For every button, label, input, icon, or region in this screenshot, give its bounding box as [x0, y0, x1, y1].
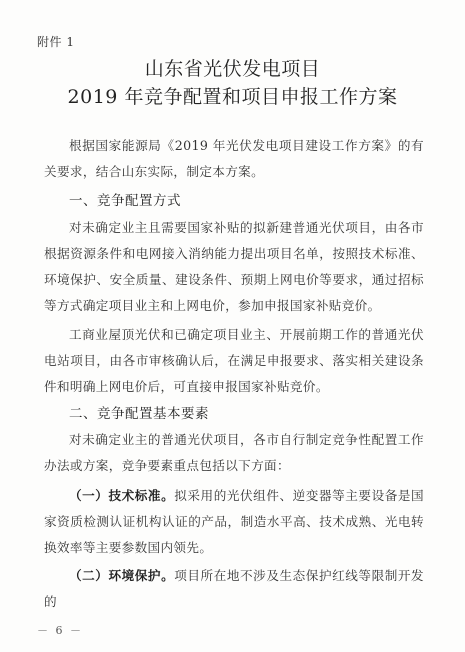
intro-paragraph: 根据国家能源局《2019 年光伏发电项目建设工作方案》的有关要求，结合山东实际，制定本方案。 — [44, 138, 424, 179]
document-title-line2: 2019 年竞争配置和项目申报工作方案 — [67, 86, 398, 108]
item2-text: 项目所在地不涉及生态保护红线等限制开发的 — [44, 568, 424, 609]
item1-text: 拟采用的光伏组件、逆变器等主要设备是国家资质检测认证机构认证的产品，制造水平高、技术成熟、光电转换效率等主要参数国内领先。 — [44, 488, 424, 555]
page-number: － 6 － — [37, 624, 83, 637]
section1-heading: 一、竞争配置方式 — [69, 193, 181, 209]
document-title-line1: 山东省光伏发电项目 — [144, 58, 321, 80]
section2-paragraph1: 对未确定业主的普通光伏项目，各市自行制定竞争性配置工作办法或方案，竞争要素重点包括以下方面： — [44, 432, 424, 473]
section1-paragraph1: 对未确定业主且需要国家补贴的拟新建普通光伏项目，由各市根据资源条件和电网接入消纳能力提出项目名单，按照技术标准、环境保护、安全质量、建设条件、预期上网电价等要求，通过招标等方式确定项目业主和上网电价，参加申报国家补贴竞价。 — [44, 220, 424, 313]
section2-item1 — [44, 483, 424, 561]
attachment-label: 附件 1 — [37, 35, 75, 49]
item2-label: （二）环境保护。 — [69, 568, 175, 583]
section2-item2 — [44, 563, 424, 615]
section1-paragraph2: 工商业屋顶光伏和已确定项目业主、开展前期工作的普通光伏电站项目，由各市审核确认后，在满足申报要求、落实相关建设条件和明确上网电价后，可直接申报国家补贴竞价。 — [44, 327, 424, 394]
section2-heading: 二、竞争配置基本要素 — [69, 406, 209, 422]
item1-label: （一）技术标准。 — [69, 488, 175, 503]
